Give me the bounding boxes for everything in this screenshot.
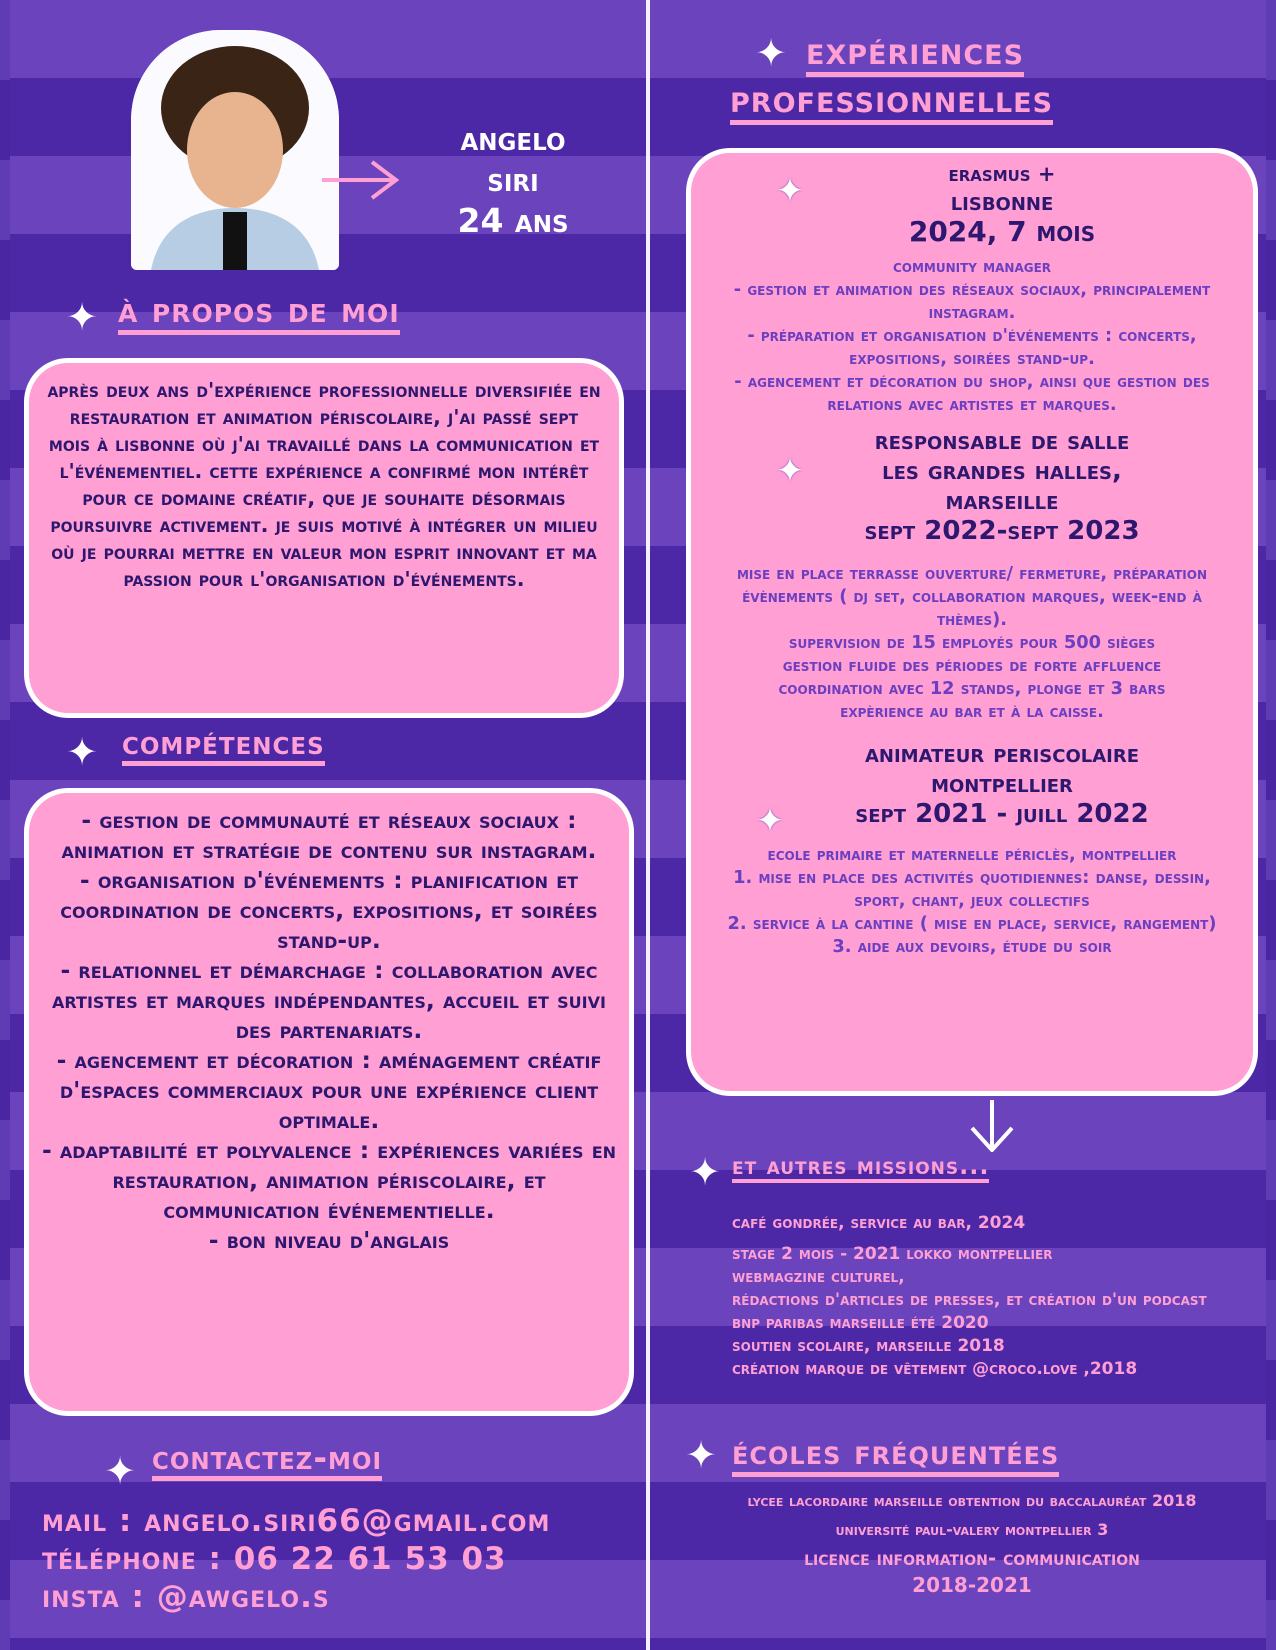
school-item: lycee lacordaire marseille obtention du baccalauréat 2018: [747, 1491, 1197, 1510]
skill-item: - relationnel et démarchage : collaboration avec artistes et marques indépendantes, accueil et suivi des partenariats.: [52, 956, 606, 1044]
sparkle-icon: ✦: [66, 295, 98, 339]
school-item: licence information- communication: [804, 1546, 1140, 1570]
skill-item: - organisation d'événements : planification et coordination de concerts, expositions, et soirées stand-up.: [60, 866, 598, 954]
missions-list: [732, 1212, 1252, 1381]
skills-box: [24, 788, 634, 1416]
contact-mail[interactable]: mail : angelo.siri66@gmail.com: [42, 1503, 551, 1539]
mission-item: stage 2 mois - 2021 lokko montpellier: [732, 1244, 1053, 1264]
arrow-right-icon: [322, 160, 400, 200]
sparkle-icon: ✦: [66, 730, 98, 774]
sparkle-icon: ✦: [775, 451, 805, 491]
mission-item: rédactions d'articles de presses, et création d'un podcast: [732, 1290, 1207, 1310]
schools-heading: écoles fréquentées: [732, 1436, 1059, 1477]
contact-insta[interactable]: insta : @awgelo.s: [42, 1579, 330, 1615]
sparkle-icon: ✦: [775, 171, 805, 211]
skill-item: - agencement et décoration : aménagement créatif d'espaces commerciaux pour une expérience client optimale.: [56, 1046, 602, 1134]
skill-item: - gestion de communauté et réseaux sociaux : animation et stratégie de contenu sur instagram.: [61, 806, 597, 864]
skill-item: - adaptabilité et polyvalence : expériences variées en restauration, animation périscolaire, et communication événementielle.: [41, 1136, 617, 1224]
experience-title: animateur periscolaire montpellier sept 2021 - juill 2022: [855, 739, 1149, 829]
experience-title: erasmus + lisbonne 2024, 7 mois: [908, 162, 1096, 248]
mission-item: bnp paribas marseille été 2020: [732, 1313, 989, 1333]
about-box: [24, 358, 624, 718]
about-heading: à propos de moi: [118, 292, 400, 335]
contact-info: [42, 1502, 550, 1616]
experience-title: responsable de salle les grandes halles, marseille sept 2022-sept 2023: [864, 426, 1140, 546]
sparkle-icon: ✦: [104, 1449, 136, 1493]
skills-heading: compétences: [122, 726, 325, 766]
name-block: [418, 118, 608, 241]
sparkle-icon: ✦: [689, 1150, 721, 1194]
missions-heading: et autres missions...: [732, 1154, 989, 1183]
contact-heading: contactez-moi: [152, 1441, 382, 1481]
first-name: angelo: [460, 119, 566, 158]
arrow-down-icon: [968, 1100, 1016, 1152]
school-item: université paul-valery montpellier 3: [835, 1520, 1109, 1539]
experience-body: community manager - gestion et animation des réseaux sociaux, principalement instagram. - préparation et organisation d'événements : concerts, expositions, soirées stand-up. - agencement et décoration du shop, ainsi que gestion des relations avec artistes et marques.: [733, 256, 1211, 415]
experience-body: ecole primaire et maternelle périclès, montpellier 1. mise en place des activités quotidiennes: danse, dessin, sport, chant, jeux collectifs 2. service à la cantine ( mise en place, service, rangement) 3. aide aux devoirs, étude du soir: [727, 844, 1217, 957]
sparkle-icon: ✦: [685, 1433, 717, 1477]
experiences-box: [686, 148, 1258, 1096]
mission-item: café gondrée, service au bar, 2024: [732, 1213, 1026, 1233]
column-divider: [646, 0, 650, 1650]
last-name: siri: [487, 160, 539, 199]
schools-list: [712, 1490, 1232, 1598]
school-item: 2018-2021: [912, 1573, 1032, 1597]
sparkle-icon: ✦: [755, 31, 787, 75]
experiences-heading-line1: expériences: [806, 32, 1024, 77]
experiences-heading-line2: professionnelles: [730, 80, 1053, 125]
contact-phone[interactable]: téléphone : 06 22 61 53 03: [42, 1541, 507, 1577]
age: 24 ans: [457, 201, 569, 240]
sparkle-icon: ✦: [755, 801, 785, 841]
about-text: après deux ans d'expérience professionnelle diversifiée en restauration et animation périscolaire, j'ai passé sept mois à lisbonne où j'ai travaillé dans la communication et l'événementiel. cette expérience a confirmé mon intérêt pour ce domaine créatif, que je souhaite désormais poursuivre activement. je suis motivé à intégrer un milieu où je pourrai mettre en valeur mon esprit innovant et ma passion pour l'organisation d'événements.: [47, 378, 601, 591]
skill-item: - bon niveau d'anglais: [208, 1226, 450, 1254]
mission-item: soutien scolaire, marseille 2018: [732, 1336, 1005, 1356]
profile-photo: [131, 30, 339, 270]
mission-item: webmagzine culturel,: [732, 1267, 905, 1287]
mission-item: création marque de vêtement @croco.love ,2018: [732, 1359, 1138, 1379]
experience-body: mise en place terrasse ouverture/ fermeture, préparation évènements ( dj set, collaboration marques, week-end à thèmes). supervision de 15 employés pour 500 sièges gestion fluide des périodes de forte affluence coordination avec 12 stands, plonge et 3 bars expèrience au bar et à la caisse.: [736, 563, 1208, 722]
